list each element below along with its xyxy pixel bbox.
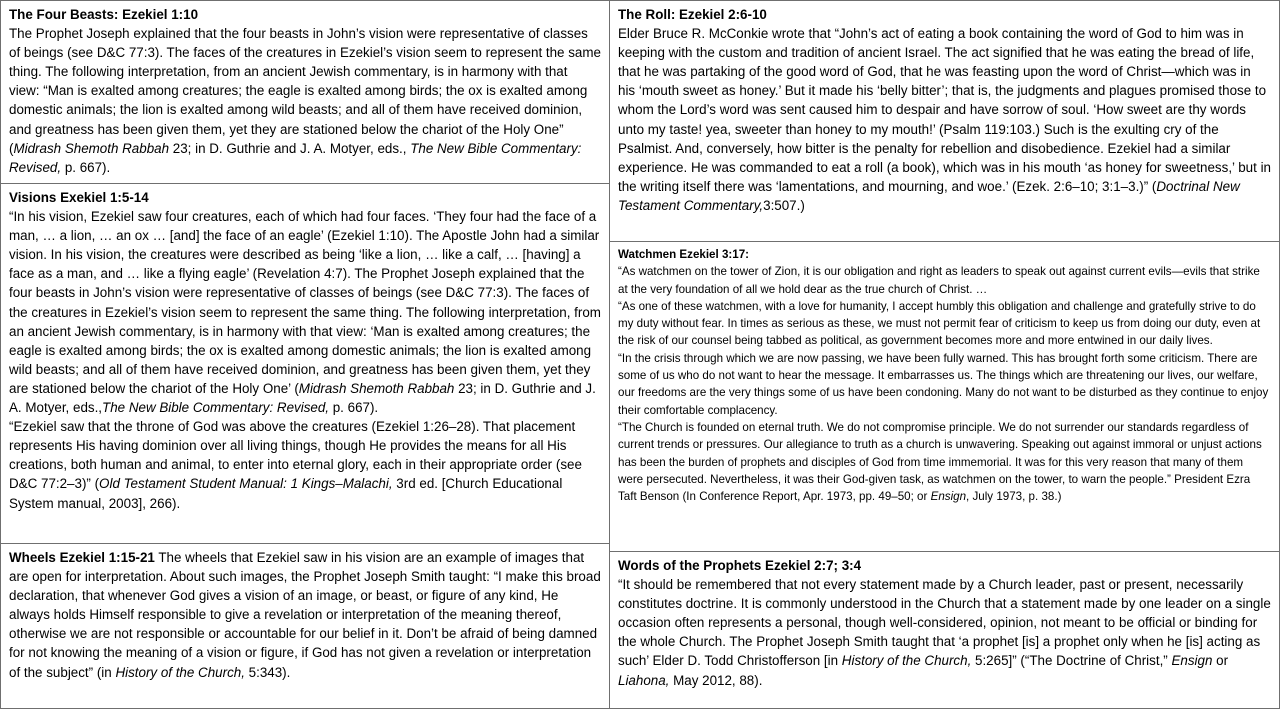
- four-beasts-text-c: p. 667).: [61, 159, 111, 175]
- wheels-panel: [0, 543, 610, 709]
- visions-p1-cite-1: Midrash Shemoth Rabbah: [298, 380, 455, 396]
- visions-heading: Visions Exekiel 1:5-14: [9, 190, 149, 205]
- visions-p1-text-b: 23; in D. Guthrie and J. A. Motyer, eds.,: [9, 380, 596, 416]
- wheels-text-a: The wheels that Ezekiel saw in his vision are an example of images that are open for interpretation. About such images, the Prophet Joseph Smith taught: “I make this broad declaration, that whenever God gives a vision of an image, or beast, or figure of any kind, He always holds Himself responsible to give a revelation or interpretation of the meaning thereof, otherwise we are not responsible or accountable for our belief in it. Don’t be afraid of being damned for not knowing the meaning of a vision or figure, if God has not given a revelation or interpretation of the subject” (in: [9, 550, 601, 680]
- watchmen-paragraph-2: “As one of these watchmen, with a love for humanity, I accept humbly this obligation and challenge and gratefully strive to do my duty without fear. In times as serious as these, we must not permit fear of criticism to keep us from doing our duty, even at the risk of our counsel being tabbed as political, as government becomes more and more entwined in our daily lives.: [618, 299, 1261, 348]
- words-text-a: “It should be remembered that not every statement made by a Church leader, past or present, necessarily constitutes doctrine. It is commonly understood in the Church that a statement made by one leader on a single occasion often represents a personal, though well-considered, opinion, not meant to be official or binding for the whole Church. The Prophet Joseph Smith taught that ‘a prophet [is] a prophet only when he [is] acting as such’ Elder D. Todd Christofferson [in: [618, 577, 1271, 669]
- words-text-c: or: [1212, 653, 1229, 669]
- watchmen-heading: Watchmen Ezekiel 3:17:: [618, 248, 750, 261]
- watchmen-panel: [609, 241, 1280, 552]
- four-beasts-heading: The Four Beasts: Ezekiel 1:10: [9, 7, 199, 22]
- watchmen-p4-text-a: “The Church is founded on eternal truth. We do not compromise principle. We do not surrender our standards regardless of current trends or pressures. Our allegiance to truth as a church is unwavering. Speaking out against immoral or unjust actions has been the burden of prophets and disciples of God from time immemorial. It was for this very reason that many of them were persecuted. Nevertheless, it was their God-given task, as watchmen on the tower, to warn the people.” President Ezra Taft Benson (In Conference Report, Apr. 1973, pp. 49–50; or: [618, 420, 1262, 504]
- words-body: [618, 575, 1271, 690]
- four-beasts-panel: [0, 0, 610, 184]
- roll-heading: The Roll: Ezekiel 2:6-10: [618, 7, 767, 22]
- visions-paragraph-2: [9, 417, 601, 512]
- watchmen-paragraph-1: “As watchmen on the tower of Zion, it is our obligation and right as leaders to speak out against current evils—evils that strike at the very foundation of all we hold dear as the true church of Christ. …: [618, 265, 1260, 296]
- watchmen-p4-text-b: , July 1973, p. 38.): [966, 490, 1062, 504]
- wheels-body: [9, 548, 601, 682]
- words-of-prophets-panel: [609, 551, 1280, 709]
- visions-p1-text-c: p. 667).: [329, 400, 379, 416]
- roll-text-b: 3:507.): [763, 197, 805, 213]
- roll-panel: [609, 0, 1280, 242]
- roll-cite: Doctrinal New Testament Commentary,: [618, 178, 1240, 213]
- visions-p1-cite-2: The New Bible Commentary: Revised,: [102, 400, 330, 416]
- visions-p2-text-a: “Ezekiel saw that the throne of God was above the creatures (Ezekiel 1:26–28). That placement represents His having dominion over all living things, though He provides the means for all His creations, both human and animal, to enter into eternal glory, each in their appropriate order (see D&C 77:2–3)” (: [9, 419, 582, 492]
- roll-body: [618, 24, 1271, 215]
- words-text-b: 5:265]” (“The Doctrine of Christ,”: [971, 653, 1172, 669]
- words-cite-1: History of the Church,: [841, 653, 972, 669]
- wheels-heading: Wheels Ezekiel 1:15-21: [9, 550, 155, 565]
- words-cite-2: Ensign: [1171, 653, 1213, 669]
- four-beasts-text-a: The Prophet Joseph explained that the four beasts in John’s vision were representative of classes of beings (see D&C 77:3). The faces of the creatures in Ezekiel’s vision seem to represent the same thing. The following interpretation, from an ancient Jewish commentary, is in harmony with that view: “Man is exalted among creatures; the eagle is exalted among birds; the ox is exalted among domestic animals; the lion is exalted among wild beasts; and all of them have received dominion, and greatness has been given them, yet they are stationed below the chariot of the Holy One” (: [9, 26, 601, 156]
- watchmen-paragraph-3: “In the crisis through which we are now passing, we have been fully warned. This has brought forth some criticism. There are some of us who do not want to hear the message. It embarrasses us. The things which are threatening our lives, our welfare, our freedoms are the very things some of us have been condoning. Many do not want to be disturbed as they continue to enjoy their comfortable complacency.: [618, 351, 1269, 417]
- visions-p2-text-b: 3rd ed. [Church Educational System manual, 2003], 266).: [9, 476, 563, 511]
- words-text-d: May 2012, 88).: [669, 672, 763, 688]
- four-beasts-cite-1: Midrash Shemoth Rabbah: [13, 140, 170, 156]
- wheels-cite: History of the Church,: [115, 664, 245, 680]
- visions-p2-cite: Old Testament Student Manual: 1 Kings–Malachi,: [99, 476, 393, 492]
- roll-text-a: Elder Bruce R. McConkie wrote that “John’s act of eating a book containing the word of God to him was in keeping with the custom and tradition of ancient Israel. The act signified that he was eating the bread of life, that he was partaking of the good word of God, that he was feasting upon the word of Christ—which was in his ‘mouth sweet as honey.’ But it made his ‘belly bitter’; that is, the judgments and plagues promised those to whom the Lord’s word was sent caused him to despair and have sorrow of soul. ‘How sweet are thy words unto my taste! yea, sweeter than honey to my mouth!’ (Psalm 119:103.) Such is the exulting cry of the Psalmist. And, conversely, how bitter is the penalty for rebellion and disobedience. Ezekiel had a similar experience. He was commanded to eat a roll (a book), which was in his mouth ‘as honey for sweetness,’ but in the writing itself there was ‘lamentations, and mourning, and woe.’ (Ezek. 2:6–10; 3:1–3.)” (: [618, 26, 1271, 194]
- watchmen-paragraph-4: [618, 419, 1271, 505]
- four-beasts-cite-2: The New Bible Commentary: Revised,: [9, 140, 582, 175]
- wheels-text-b: 5:343).: [244, 664, 291, 680]
- visions-p1-text-a: “In his vision, Ezekiel saw four creatures, each of which had four faces. ‘They four had the face of a man, … a lion, … an ox … [and] the face of an eagle’ (Ezekiel 1:10). The Apostle John had a similar vision. In his vision, the creatures were described as being ‘like a lion, … like a calf, … [having] a face as a man, and … like a flying eagle’ (Revelation 4:7). The Prophet Joseph explained that the four beasts in John’s vision were representative of classes of beings (see D&C 77:3). The faces of the creatures in Ezekiel’s vision seem to represent the same thing. The following interpretation, from an ancient Jewish commentary, is in harmony with that view: ‘Man is exalted among creatures; the eagle is exalted among birds; the ox is exalted among domestic animals; the lion is exalted among wild beasts; and all of them have received dominion, and greatness has been given them, yet they are stationed below the chariot of the Holy One’ (: [9, 209, 601, 396]
- four-beasts-body: [9, 24, 601, 177]
- words-cite-3: Liahona,: [618, 672, 670, 688]
- four-beasts-text-b: 23; in D. Guthrie and J. A. Motyer, eds.,: [169, 140, 411, 156]
- visions-paragraph-1: [9, 207, 601, 417]
- watchmen-p4-cite: Ensign: [930, 490, 967, 504]
- words-heading: Words of the Prophets Ezekiel 2:7; 3:4: [618, 558, 862, 573]
- visions-panel: [0, 183, 610, 544]
